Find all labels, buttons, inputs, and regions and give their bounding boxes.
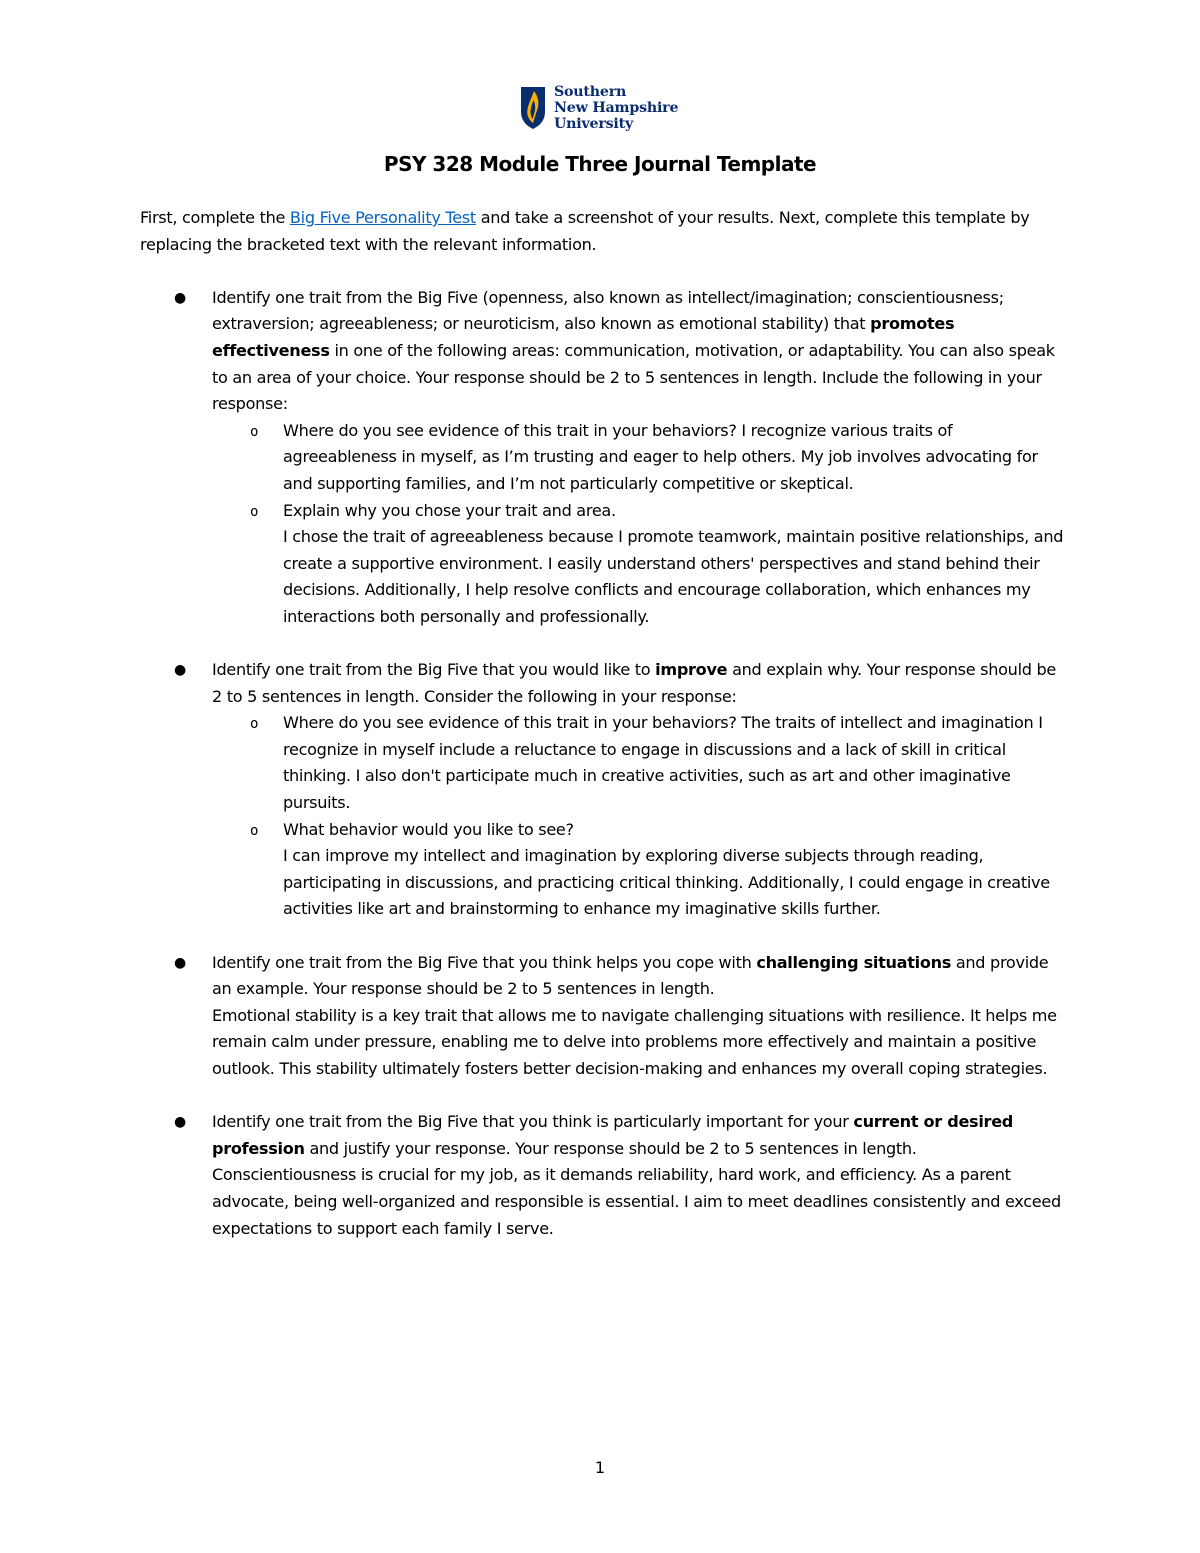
sub-item-text: Explain why you chose your trait and area. [283,500,616,520]
list-item [140,950,1070,1083]
flame-shield-icon [520,86,546,130]
prompt-text [212,1109,1070,1162]
intro-text-end: and take a screenshot of your results. Next, complete this template by replacing the bracketed text with the relevant information. [140,208,1030,254]
intro-text-start: First, complete the [140,208,290,227]
personality-test-link[interactable]: Big Five Personality Test [289,208,476,227]
university-logo [520,84,678,132]
intro-paragraph [140,205,1070,258]
bullet-icon: ● [174,662,186,679]
prompt-end: and explain why. Your response should be 2 to 5 sentences in length. Consider the following in your response: [212,660,1056,706]
response-text: I can improve my intellect and imagination by exploring diverse subjects through reading, participating in discussions, and practicing critical thinking. Additionally, I could engage in creative activities like art and brainstorming to enhance my imaginative skills further. [283,846,1050,919]
circle-bullet-icon: o [250,716,259,733]
prompt-start: Identify one trait from the Big Five that you think helps you cope with [212,952,757,972]
circle-bullet-icon: o [250,822,259,839]
sub-list [212,710,1070,923]
logo-line-1: Southern [554,84,627,100]
prompt-end: and provide an example. Your response should be 2 to 5 sentences in length. [212,952,1049,999]
bullet-icon: ● [174,1114,186,1131]
list-item [140,285,1070,631]
prompt-text [212,657,1070,710]
page-number: 1 [594,1458,606,1477]
sub-list-item [212,710,1070,816]
prompt-emphasis: promotes effectiveness [212,314,955,360]
prompt-text [212,285,1070,418]
prompt-start: Identify one trait from the Big Five (openness, also known as intellect/imagination; conscientiousness; extraversion; agreeableness; or neuroticism, also known as emotional stability) that [212,287,1004,334]
circle-bullet-icon: o [250,423,259,440]
logo-line-3: University [554,116,633,132]
response-text: I chose the trait of agreeableness because I promote teamwork, maintain positive relationships, and create a supportive environment. I easily understand others' perspectives and stand behind their decisions. Additionally, I help resolve conflicts and encourage collaboration, which enhances my interactions both personally and professionally. [283,527,1064,626]
response-text: Emotional stability is a key trait that allows me to navigate challenging situations with resilience. It helps me remain calm under pressure, enabling me to delve into problems more effectively and maintain a positive outlook. This stability ultimately fosters better decision-making and enhances my overall coping strategies. [212,1005,1057,1078]
sub-list-item [212,817,1070,923]
logo-line-2: New Hampshire [554,100,679,116]
sub-list [212,418,1070,631]
sub-item-text: What behavior would you like to see? [283,819,574,839]
response-text: Conscientiousness is crucial for my job, as it demands reliability, hard work, and efficiency. As a parent advocate, being well-organized and responsible is essential. I aim to meet deadlines consistently and exceed expectations to support each family I serve. [212,1165,1061,1238]
bullet-icon: ● [174,289,186,306]
list-item [140,1109,1070,1242]
document-body [140,205,1070,1269]
prompt-end: and justify your response. Your response should be 2 to 5 sentences in length. [304,1138,917,1158]
prompt-emphasis: challenging situations [756,952,952,972]
sub-list-item [212,498,1070,631]
prompt-start: Identify one trait from the Big Five that you think is particularly important for your [212,1112,854,1132]
prompt-emphasis: improve [655,660,728,680]
prompt-text [212,950,1070,1003]
sub-item-text: Where do you see evidence of this trait in your behaviors? I recognize various traits of agreeableness in myself, as I’m trusting and eager to help others. My job involves advocating for and supporting families, and I’m not particularly competitive or skeptical. [283,420,1038,493]
logo-wordmark [554,84,678,132]
list-item [140,657,1070,923]
circle-bullet-icon: o [250,503,259,520]
bullet-icon: ● [174,954,186,971]
sub-list-item [212,418,1070,498]
prompt-start: Identify one trait from the Big Five that you would like to [212,660,656,680]
prompt-list [140,285,1070,1242]
prompt-end: in one of the following areas: communication, motivation, or adaptability. You can also speak to an area of your choice. Your response should be 2 to 5 sentences in length. Include the following in your response: [212,340,1055,414]
page-title: PSY 328 Module Three Journal Template [383,152,817,176]
prompt-emphasis: current or desired profession [212,1112,1014,1158]
sub-item-text: Where do you see evidence of this trait in your behaviors? The traits of intellect and imagination I recognize in myself include a reluctance to engage in discussions and a lack of skill in critical thinking. I also don't participate much in creative activities, such as art and other imaginative pursuits. [283,713,1043,813]
